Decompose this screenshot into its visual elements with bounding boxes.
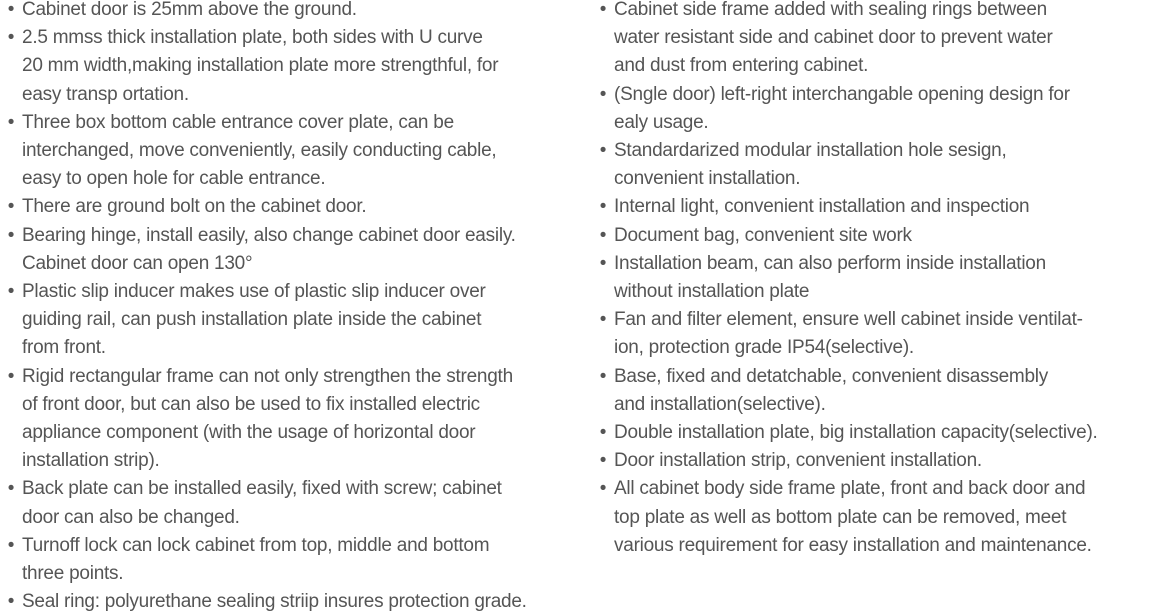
feature-item	[6, 278, 586, 363]
bullet-icon: •	[7, 534, 15, 556]
feature-text: Cabinet door is 25mm above the ground.	[22, 0, 357, 20]
feature-item	[598, 475, 1151, 560]
bullet-icon: •	[599, 450, 607, 472]
feature-text: (Sngle door) left-right interchangable opening design for ealy usage.	[614, 83, 1070, 133]
feature-text: Double installation plate, big installation capacity(selective).	[614, 422, 1098, 444]
feature-item	[598, 137, 1151, 193]
feature-text: Bearing hinge, install easily, also change cabinet door easily. Cabinet door can open 130°	[22, 224, 516, 274]
feature-item	[598, 222, 1151, 250]
bullet-icon: •	[7, 224, 15, 246]
bullet-icon: •	[599, 224, 607, 246]
bullet-icon: •	[599, 0, 607, 20]
bullet-icon: •	[599, 422, 607, 444]
feature-item	[6, 532, 586, 588]
feature-item	[598, 363, 1151, 419]
feature-text: Seal ring: polyurethane sealing striip insures protection grade.	[22, 591, 527, 613]
bullet-icon: •	[599, 252, 607, 274]
feature-text: Back plate can be installed easily, fixed with screw; cabinet door can also be changed.	[22, 478, 502, 528]
feature-text: Plastic slip inducer makes use of plastic slip inducer over guiding rail, can push installation plate inside the cabinet from front.	[22, 281, 486, 359]
bullet-icon: •	[7, 365, 15, 387]
feature-text: Installation beam, can also perform inside installation without installation plate	[614, 252, 1046, 303]
feature-item	[598, 419, 1151, 447]
bullet-icon: •	[7, 196, 15, 218]
bullet-icon: •	[599, 83, 607, 105]
feature-item	[6, 0, 586, 24]
feature-item	[6, 363, 586, 476]
feature-text: Document bag, convenient site work	[614, 224, 912, 246]
bullet-icon: •	[599, 309, 607, 331]
feature-item	[598, 447, 1151, 475]
bullet-icon: •	[7, 591, 15, 613]
feature-text: Door installation strip, convenient installation.	[614, 450, 982, 472]
feature-text: All cabinet body side frame plate, front and back door and top plate as well as bottom plate can be removed, meet various requirement for easy installation and maintenance.	[614, 478, 1092, 556]
feature-text: Internal light, convenient installation and inspection	[614, 196, 1030, 218]
left-feature-column	[6, 0, 586, 616]
feature-text: Rigid rectangular frame can not only strengthen the strength of front door, but can also be used to fix installed electric appliance component (with the usage of horizontal door installation strip).	[22, 365, 513, 472]
right-feature-column	[598, 0, 1151, 560]
feature-item	[6, 109, 586, 194]
bullet-icon: •	[7, 478, 15, 500]
feature-text: Fan and filter element, ensure well cabinet inside ventilat- ion, protection grade IP54(selective).	[614, 309, 1083, 359]
feature-item	[6, 588, 586, 616]
feature-item	[598, 0, 1151, 81]
feature-item	[6, 475, 586, 531]
bullet-icon: •	[7, 0, 15, 20]
feature-text: Base, fixed and detatchable, convenient disassembly and installation(selective).	[614, 365, 1049, 415]
bullet-icon: •	[599, 196, 607, 218]
bullet-icon: •	[7, 27, 15, 49]
feature-item	[598, 250, 1151, 306]
bullet-icon: •	[7, 281, 15, 303]
feature-text: Cabinet side frame added with sealing rings between water resistant side and cabinet door to prevent water and dust from entering cabinet.	[614, 0, 1053, 77]
feature-text: Turnoff lock can lock cabinet from top, middle and bottom three points.	[22, 534, 490, 585]
bullet-icon: •	[599, 365, 607, 387]
bullet-icon: •	[599, 478, 607, 500]
bullet-icon: •	[599, 140, 607, 162]
feature-item	[598, 193, 1151, 221]
feature-text: Standardarized modular installation hole sesign, convenient installation.	[614, 140, 1007, 190]
feature-item	[6, 193, 586, 221]
feature-text: 2.5 mmss thick installation plate, both sides with U curve 20 mm width,making installation plate more strengthful, for easy transp ortation.	[22, 27, 499, 105]
feature-item	[598, 81, 1151, 137]
feature-text: Three box bottom cable entrance cover plate, can be interchanged, move conveniently, easily conducting cable, easy to open hole for cable entrance.	[22, 111, 497, 190]
feature-text: There are ground bolt on the cabinet door.	[22, 196, 367, 218]
feature-item	[6, 222, 586, 278]
feature-item	[598, 306, 1151, 362]
feature-item	[6, 24, 586, 109]
bullet-icon: •	[7, 111, 15, 133]
